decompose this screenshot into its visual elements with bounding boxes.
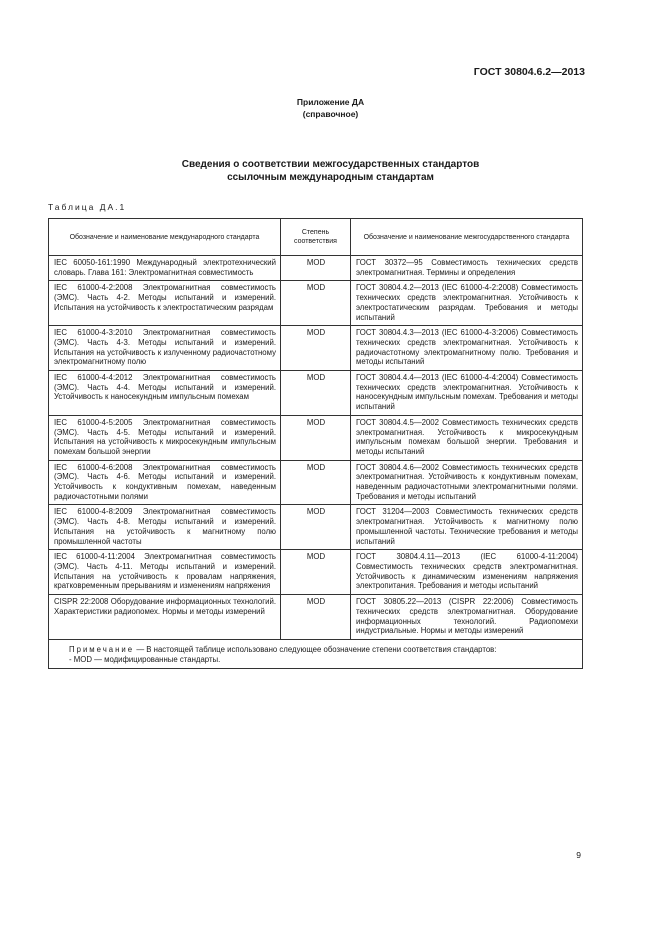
table-row [49, 281, 583, 326]
annex-heading [0, 96, 661, 120]
note-item: - MOD — модифицированные стандарты. [69, 654, 221, 664]
cell-interstate: ГОСТ 30804.4.5—2002 Совместимость технических средств электромагнитная. Устойчивость к микросекундным импульсным помехам большой энергии. Требования и методы испытаний [351, 415, 583, 460]
cell-interstate: ГОСТ 30804.4.2—2013 (IEC 61000-4-2:2008) Совместимость технических средств электромагнитная. Устойчивость к электростатическим разрядам. Требования и методы испытаний [351, 281, 583, 326]
table-row [49, 326, 583, 371]
page-title-line-2: ссылочным международным стандартам [227, 172, 434, 183]
cell-degree: MOD [281, 550, 351, 595]
table-row [49, 550, 583, 595]
cell-interstate: ГОСТ 30804.4.3—2013 (IEC 61000-4-3:2006) Совместимость технических средств электромагнитная. Устойчивость к радиочастотному электромагнитному полю. Требования и методы испытаний [351, 326, 583, 371]
table-row [49, 460, 583, 505]
table-row [49, 505, 583, 550]
annex-subtitle: (справочное) [302, 109, 359, 119]
cell-interstate: ГОСТ 30372—95 Совместимость технических средств электромагнитная. Термины и определения [351, 256, 583, 281]
note-label: Примечание [69, 644, 135, 654]
cell-interstate: ГОСТ 31204—2003 Совместимость технических средств электромагнитная. Устойчивость к магнитному полю промышленной частоты. Технические требования и методы испытаний [351, 505, 583, 550]
table-note [49, 639, 583, 668]
cell-interstate: ГОСТ 30804.4.6—2002 Совместимость технических средств электромагнитная. Устойчивость к кондуктивным помехам, наведенным радиочастотными электромагнитными полями. Требования и методы испытаний [351, 460, 583, 505]
cell-interstate: ГОСТ 30804.4.4—2013 (IEC 61000-4-4:2004) Совместимость технических средств электромагнитная. Устойчивость к наносекундным импульсным помехам. Требования и методы испытаний [351, 371, 583, 416]
cell-international: CISPR 22:2008 Оборудование информационных технологий. Характеристики радиопомех. Нормы и методы измерений [49, 595, 281, 640]
cell-interstate: ГОСТ 30805.22—2013 (CISPR 22:2006) Совместимость технических средств электромагнитная. Оборудование информационных технологий. Радиопомехи индустриальные. Нормы и методы измерений [351, 595, 583, 640]
cell-international: IEC 61000-4-6:2008 Электромагнитная совместимость (ЭМС). Часть 4-6. Методы испытаний и измерений. Устойчивость к кондуктивным помехам, наведенным радиочастотными полями [49, 460, 281, 505]
annex-title: Приложение ДА [296, 97, 365, 107]
header-international: Обозначение и наименование международного стандарта [49, 219, 281, 256]
header-interstate: Обозначение и наименование межгосударственного стандарта [351, 219, 583, 256]
cell-international: IEC 61000-4-4:2012 Электромагнитная совместимость (ЭМС). Часть 4-4. Методы испытаний и измерений. Устойчивость к наносекундным импульсным помехам [49, 371, 281, 416]
cell-degree: MOD [281, 371, 351, 416]
table-caption: Таблица ДА.1 [48, 202, 127, 212]
cell-degree: MOD [281, 415, 351, 460]
page-title-line-1: Сведения о соответствии межгосударственных стандартов [181, 159, 480, 170]
table-row [49, 371, 583, 416]
cell-international: IEC 60050-161:1990 Международный электротехнический словарь. Глава 161: Электромагнитная совместимость [49, 256, 281, 281]
cell-degree: MOD [281, 460, 351, 505]
note-text: — В настоящей таблице использовано следующее обозначение степени соответствия стандартов: [136, 644, 497, 654]
table-header-row [49, 219, 583, 256]
page-title [0, 158, 661, 184]
document-code: ГОСТ 30804.6.2—2013 [473, 66, 585, 78]
table-row [49, 256, 583, 281]
header-degree: Степень соответствия [281, 219, 351, 256]
table-note-row [49, 639, 583, 668]
cell-interstate: ГОСТ 30804.4.11—2013 (IEC 61000-4-11:2004) Совместимость технических средств электромагнитная. Устойчивость к динамическим изменениям напряжения электропитания. Требования и методы испытаний [351, 550, 583, 595]
cell-international: IEC 61000-4-3:2010 Электромагнитная совместимость (ЭМС). Часть 4-3. Методы испытаний и измерений. Испытания на устойчивость к излученному радиочастотному электромагнитному полю [49, 326, 281, 371]
cell-international: IEC 61000-4-8:2009 Электромагнитная совместимость (ЭМС). Часть 4-8. Методы испытаний и измерений. Испытания на устойчивость к магнитному полю промышленной частоты [49, 505, 281, 550]
standards-table [48, 218, 583, 669]
cell-degree: MOD [281, 281, 351, 326]
cell-degree: MOD [281, 505, 351, 550]
table-row [49, 415, 583, 460]
cell-degree: MOD [281, 256, 351, 281]
cell-international: IEC 61000-4-5:2005 Электромагнитная совместимость (ЭМС). Часть 4-5. Методы испытаний и измерений. Испытания на устойчивость к микросекундным импульсным помехам большой энергии [49, 415, 281, 460]
cell-degree: MOD [281, 326, 351, 371]
table-row [49, 595, 583, 640]
cell-international: IEC 61000-4-2:2008 Электромагнитная совместимость (ЭМС). Часть 4-2. Методы испытаний и измерений. Испытания на устойчивость к электростатическим разрядам [49, 281, 281, 326]
cell-degree: MOD [281, 595, 351, 640]
cell-international: IEC 61000-4-11:2004 Электромагнитная совместимость (ЭМС). Часть 4-11. Методы испытаний и измерений. Испытания на устойчивость к провалам напряжения, кратковременным прерываниям и изменениям напряжения [49, 550, 281, 595]
page-number: 9 [576, 850, 581, 860]
